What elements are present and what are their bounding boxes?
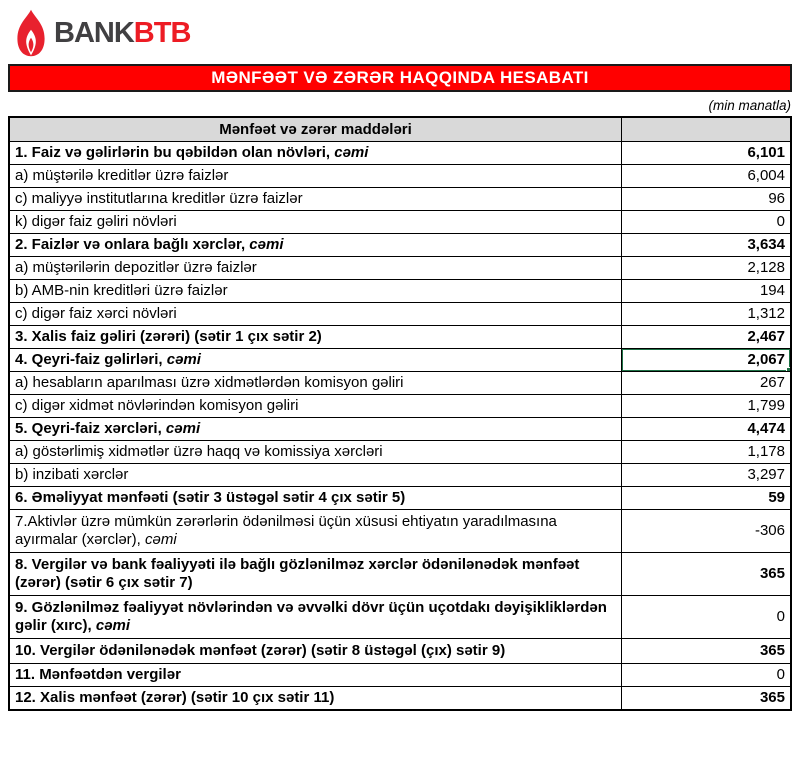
row-label-italic-suffix: cəmi	[334, 144, 369, 161]
row-label-cell[interactable]	[9, 142, 622, 165]
row-label: 5. Qeyri-faiz xərcləri,	[15, 420, 166, 437]
row-label-cell[interactable]	[9, 257, 622, 280]
table-row	[9, 464, 791, 487]
logo-wordmark	[54, 16, 191, 49]
row-label: 8. Vergilər və bank fəaliyyəti ilə bağlı gözlənilməz xərclər ödənilənədək mənfəət (zərər) (sətir 6 çıx sətir 7)	[15, 556, 580, 591]
report-page	[0, 8, 800, 711]
value-cell[interactable]: 6,004	[622, 165, 792, 188]
value-cell[interactable]: 194	[622, 280, 792, 303]
value-cell-selected[interactable]: 2,067	[622, 349, 792, 372]
row-label-cell[interactable]	[9, 487, 622, 510]
table-row	[9, 349, 791, 372]
row-label-italic-suffix: cəmi	[95, 617, 131, 634]
row-label-cell[interactable]	[9, 349, 622, 372]
value-cell[interactable]: -306	[622, 510, 792, 553]
row-label-cell[interactable]	[9, 664, 622, 687]
value-cell[interactable]: 0	[622, 664, 792, 687]
row-label-cell[interactable]	[9, 280, 622, 303]
table-row	[9, 487, 791, 510]
table-row	[9, 211, 791, 234]
table-row	[9, 234, 791, 257]
table-row	[9, 372, 791, 395]
value-cell[interactable]: 3,634	[622, 234, 792, 257]
row-label: c) digər faiz xərci növləri	[15, 305, 177, 322]
row-label: 12. Xalis mənfəət (zərər) (sətir 10 çıx sətir 11)	[15, 689, 335, 706]
row-label-cell[interactable]	[9, 211, 622, 234]
table-row	[9, 441, 791, 464]
row-label-cell[interactable]	[9, 395, 622, 418]
table-row	[9, 280, 791, 303]
row-label: 7.Aktivlər üzrə mümkün zərərlərin ödənilməsi üçün xüsusi ehtiyatın yaradılmasına ayırmalar (xərclər),	[15, 513, 557, 548]
row-label-italic-suffix: cəmi	[249, 236, 284, 253]
table-row	[9, 142, 791, 165]
row-label-cell[interactable]	[9, 372, 622, 395]
value-cell[interactable]: 96	[622, 188, 792, 211]
value-cell[interactable]: 59	[622, 487, 792, 510]
row-label-cell[interactable]	[9, 687, 622, 711]
row-label-cell[interactable]	[9, 639, 622, 664]
row-label: a) müştərilə kreditlər üzrə faizlər	[15, 167, 229, 184]
row-label: b) AMB-nin kreditləri üzrə faizlər	[15, 282, 228, 299]
profit-loss-table	[8, 116, 792, 711]
row-label: a) hesabların aparılması üzrə xidmətlərdən komisyon gəliri	[15, 374, 404, 391]
value-cell[interactable]: 267	[622, 372, 792, 395]
table-row	[9, 303, 791, 326]
row-label-cell[interactable]	[9, 553, 622, 596]
value-cell[interactable]: 3,297	[622, 464, 792, 487]
row-label: 10. Vergilər ödənilənədək mənfəət (zərər) (sətir 8 üstəgəl (çıx) sətir 9)	[15, 642, 506, 659]
report-title: MƏNFƏƏT VƏ ZƏRƏR HAQQINDA HESABATI	[211, 68, 589, 87]
value-cell[interactable]: 0	[622, 596, 792, 639]
row-label-cell[interactable]	[9, 510, 622, 553]
table-row	[9, 639, 791, 664]
table-row	[9, 188, 791, 211]
row-label-italic-suffix: cəmi	[165, 420, 201, 437]
flame-icon	[14, 9, 48, 57]
row-label: 1. Faiz və gəlirlərin bu qəbildən olan növləri,	[15, 144, 335, 161]
row-label: c) maliyyə institutlarına kreditlər üzrə faizlər	[15, 190, 303, 207]
report-title-banner	[8, 64, 792, 92]
table-row	[9, 395, 791, 418]
row-label-cell[interactable]	[9, 188, 622, 211]
table-header-row	[9, 117, 791, 142]
table-row	[9, 510, 791, 553]
value-cell[interactable]: 365	[622, 639, 792, 664]
value-cell[interactable]: 4,474	[622, 418, 792, 441]
row-label: 11. Mənfəətdən vergilər	[15, 666, 181, 683]
row-label-cell[interactable]	[9, 418, 622, 441]
row-label: a) göstərlimiş xidmətlər üzrə haqq və komissiya xərcləri	[15, 443, 383, 460]
row-label: c) digər xidmət növlərindən komisyon gəliri	[15, 397, 299, 414]
value-cell[interactable]: 6,101	[622, 142, 792, 165]
table-row	[9, 418, 791, 441]
table-row	[9, 165, 791, 188]
value-cell[interactable]: 0	[622, 211, 792, 234]
row-label-cell[interactable]	[9, 234, 622, 257]
row-label-italic-suffix: cəmi	[166, 351, 201, 368]
row-label: b) inzibati xərclər	[15, 466, 129, 483]
row-label-cell[interactable]	[9, 464, 622, 487]
table-row	[9, 687, 791, 711]
table-row	[9, 257, 791, 280]
row-label-italic-suffix: cəmi	[145, 531, 177, 548]
table-row	[9, 664, 791, 687]
row-label-cell[interactable]	[9, 326, 622, 349]
unit-note: (min manatla)	[708, 98, 791, 113]
row-label-cell[interactable]	[9, 165, 622, 188]
bank-btb-logo	[14, 8, 792, 58]
value-cell[interactable]: 2,467	[622, 326, 792, 349]
row-label-cell[interactable]	[9, 596, 622, 639]
value-cell[interactable]: 1,312	[622, 303, 792, 326]
value-cell[interactable]: 365	[622, 687, 792, 711]
row-label: 4. Qeyri-faiz gəlirləri,	[15, 351, 167, 368]
row-label-cell[interactable]	[9, 303, 622, 326]
value-cell[interactable]: 1,799	[622, 395, 792, 418]
value-cell[interactable]: 2,128	[622, 257, 792, 280]
row-label: a) müştərilərin depozitlər üzrə faizlər	[15, 259, 257, 276]
table-row	[9, 596, 791, 639]
values-column-header	[622, 117, 792, 142]
value-cell[interactable]: 1,178	[622, 441, 792, 464]
row-label: 2. Faizlər və onlara bağlı xərclər,	[15, 236, 250, 253]
logo-bank-text: BANK	[54, 16, 134, 49]
value-cell[interactable]: 365	[622, 553, 792, 596]
row-label: 6. Əməliyyat mənfəəti (sətir 3 üstəgəl sətir 4 çıx sətir 5)	[15, 489, 406, 506]
row-label: k) digər faiz gəliri növləri	[15, 213, 177, 230]
table-row	[9, 326, 791, 349]
table-row	[9, 553, 791, 596]
row-label-cell[interactable]	[9, 441, 622, 464]
items-column-header: Mənfəət və zərər maddələri	[9, 117, 622, 142]
row-label: 9. Gözlənilməz fəaliyyət növlərindən və əvvəlki dövr üçün uçotdakı dəyişikliklərdən gəlir (xırc),	[15, 599, 607, 634]
logo-btb-text: BTB	[133, 16, 191, 49]
row-label: 3. Xalis faiz gəliri (zərəri) (sətir 1 çıx sətir 2)	[15, 328, 322, 345]
